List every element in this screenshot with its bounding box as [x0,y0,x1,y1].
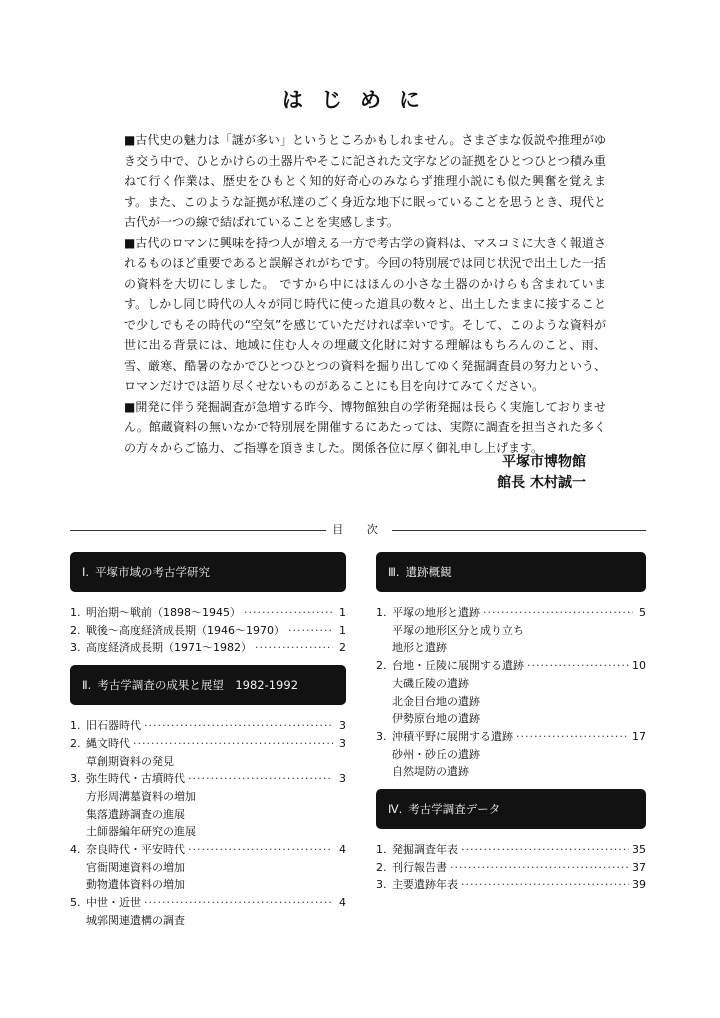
entry-number: 3. [70,772,81,786]
toc-section [376,789,646,894]
toc-entry[interactable] [376,728,646,746]
toc-section [70,665,346,929]
entry-title: 発掘調査年表 [392,843,458,857]
entry-number: 3. [376,878,387,892]
toc-subentry[interactable]: 官衙関連資料の増加 [86,860,185,874]
entry-number: 2. [376,659,387,673]
leader-dots [288,622,333,640]
leader-dots [255,639,333,657]
signature-org: 平塚市博物館 [502,454,586,470]
toc-subentry[interactable]: 平塚の地形区分と成り立ち [392,623,524,637]
leader-dots [483,604,633,622]
entry-number: 3. [70,641,81,655]
leader-dots [461,841,629,859]
toc-column-left [70,552,346,930]
section-title: 考古学調査データ [408,802,501,817]
toc-divider-left [70,530,326,531]
section-number: Ⅱ. [82,678,92,693]
entry-title: 平塚の地形と遺跡 [392,606,480,619]
toc-subentry[interactable]: 土師器編年研究の進展 [86,825,196,839]
leader-dots [527,657,629,675]
toc-entry[interactable] [70,894,346,912]
entry-title: 沖積平野に展開する遺跡 [392,729,513,743]
toc-section [70,552,346,657]
toc-section [376,552,646,781]
entry-number: 4. [70,843,81,857]
entry-title: 明治期～戦前（1898～1945） [86,606,241,619]
toc-section-header [70,665,346,705]
entry-title: 奈良時代・平安時代 [86,843,185,857]
toc-subentry[interactable]: 方形周溝墓資料の増加 [86,789,196,803]
toc-entry[interactable] [70,717,346,735]
entry-title: 弥生時代・古墳時代 [86,772,185,786]
toc-subentry[interactable]: 砂州・砂丘の遺跡 [392,747,480,761]
leader-dots [461,876,629,894]
toc-section-header [376,789,646,829]
entry-number: 2. [376,860,387,874]
toc-subentry[interactable]: 草創期資料の発見 [86,754,174,768]
section-title: 平塚市域の考古学研究 [95,565,211,579]
entry-page: 2 [339,641,346,655]
section-title: 遺跡概観 [405,565,452,579]
entry-page: 4 [339,896,346,910]
entry-page: 37 [632,860,646,874]
entry-page: 3 [339,719,346,733]
intro-text [124,130,606,458]
toc-entry[interactable] [70,639,346,657]
leader-dots [144,894,333,912]
leader-dots [188,841,333,859]
signature [497,452,586,494]
entry-number: 1. [376,843,387,857]
entry-title: 主要遺跡年表 [392,878,458,892]
toc-subentry[interactable]: 地形と遺跡 [392,641,447,655]
entry-number: 2. [70,623,81,637]
entry-page: 4 [339,843,346,857]
entry-page: 5 [639,606,646,619]
leader-dots [188,770,333,788]
toc-entry[interactable] [70,770,346,788]
entry-page: 3 [339,736,346,750]
toc-entry[interactable] [70,622,346,640]
entry-title: 刊行報告書 [392,860,447,874]
toc-subentry[interactable]: 動物遺体資料の増加 [86,878,185,892]
entry-page: 1 [339,606,346,619]
entry-number: 1. [70,719,81,733]
intro-paragraph-2: ■古代のロマンに興味を持つ人が増える一方で考古学の資料は、マスコミに大きく報道されるものほど重要であると誤解されがちです。今回の特別展では同じ状況で出土した一括の資料を大切にしました。 ですから中にはほんの小さな土器のかけらも含まれています。しかし同じ時代の人々が同じ時代に使った道具の数々と、出土したままに接することで少しでもその時代の“空気”を感じていただければ幸いです。そして、このような資料が世に出る背景には、地域に住む人々の埋蔵文化財に対する理解はもちろんのこと、雨、雪、厳寒、酷暑のなかでひとつひとつの資料を掘り出してゆく発掘調査員の努力という、ロマンだけでは語り尽くせないものがあることにも目を向けてみてください。 [124,235,606,393]
leader-dots [144,717,333,735]
entry-number: 2. [70,736,81,750]
toc-entry[interactable] [376,604,646,622]
toc-entry[interactable] [70,604,346,622]
toc-section-header [376,552,646,592]
toc-section-header [70,552,346,592]
toc-subentry[interactable]: 伊勢原台地の遺跡 [392,712,480,726]
toc-entry[interactable] [376,859,646,877]
entry-title: 台地・丘陵に展開する遺跡 [392,659,524,673]
toc-column-right [376,552,646,894]
toc-label: 目 次 [332,523,388,536]
section-title: 考古学調査の成果と展望 1982-1992 [97,678,299,693]
toc-subentry[interactable]: 大磯丘陵の遺跡 [392,676,469,690]
entry-page: 10 [632,659,646,673]
entry-title: 高度経済成長期（1971～1982） [86,641,252,655]
intro-paragraph-3: ■開発に伴う発掘調査が急増する昨今、博物館独自の学術発掘は長らく実施しておりません。館蔵資料の無いなかで特別展を開催するにあたっては、実際に調査を担当された多くの方々からご協力、ご指導を頂きました。関係各位に厚く御礼申し上げます。 [124,399,606,455]
toc-entry[interactable] [376,841,646,859]
entry-number: 3. [376,729,387,743]
section-number: Ⅳ. [388,802,403,817]
page-title: はじめに [282,88,438,112]
toc-entry[interactable] [376,876,646,894]
entry-number: 5. [70,896,81,910]
entry-title: 戦後～高度経済成長期（1946～1970） [86,623,285,637]
toc-entry[interactable] [70,735,346,753]
toc-subentry[interactable]: 集落遺跡調査の進展 [86,807,185,821]
toc-subentry[interactable]: 北金目台地の遺跡 [392,694,480,708]
entry-page: 35 [632,843,646,857]
leader-dots [133,735,333,753]
toc-subentry[interactable]: 自然堤防の遺跡 [392,765,469,779]
entry-page: 1 [339,623,346,637]
signature-person: 館長 木村誠一 [497,475,586,491]
toc-entry[interactable] [376,657,646,675]
leader-dots [450,859,629,877]
leader-dots [244,604,333,622]
entry-number: 1. [376,606,387,619]
intro-paragraph-1: ■古代史の魅力は「謎が多い」というところかもしれません。さまざまな仮説や推理がゆき交う中で、ひとかけらの土器片やそこに記された文字などの証拠をひとつひとつ積み重ねて行く作業は、歴史をひもとく知的好奇心のみならず推理小説にも似た興奮を覚えます。また、このような証拠が私達のごく身近な地下に眠っていることを思うとき、現代と古代が一つの線で結ばれていることを実感します。 [124,133,606,229]
entry-title: 縄文時代 [86,736,130,750]
leader-dots [516,728,629,746]
entry-title: 旧石器時代 [86,719,141,733]
section-number: Ⅲ. [388,565,400,579]
toc-entry[interactable] [70,841,346,859]
toc-subentry[interactable]: 城郭関連遺構の調査 [86,913,185,927]
toc-divider-right [392,530,646,531]
section-number: Ⅰ. [82,565,90,579]
entry-page: 3 [339,772,346,786]
entry-page: 39 [632,878,646,892]
entry-number: 1. [70,606,81,619]
entry-title: 中世・近世 [86,896,141,910]
entry-page: 17 [632,729,646,743]
